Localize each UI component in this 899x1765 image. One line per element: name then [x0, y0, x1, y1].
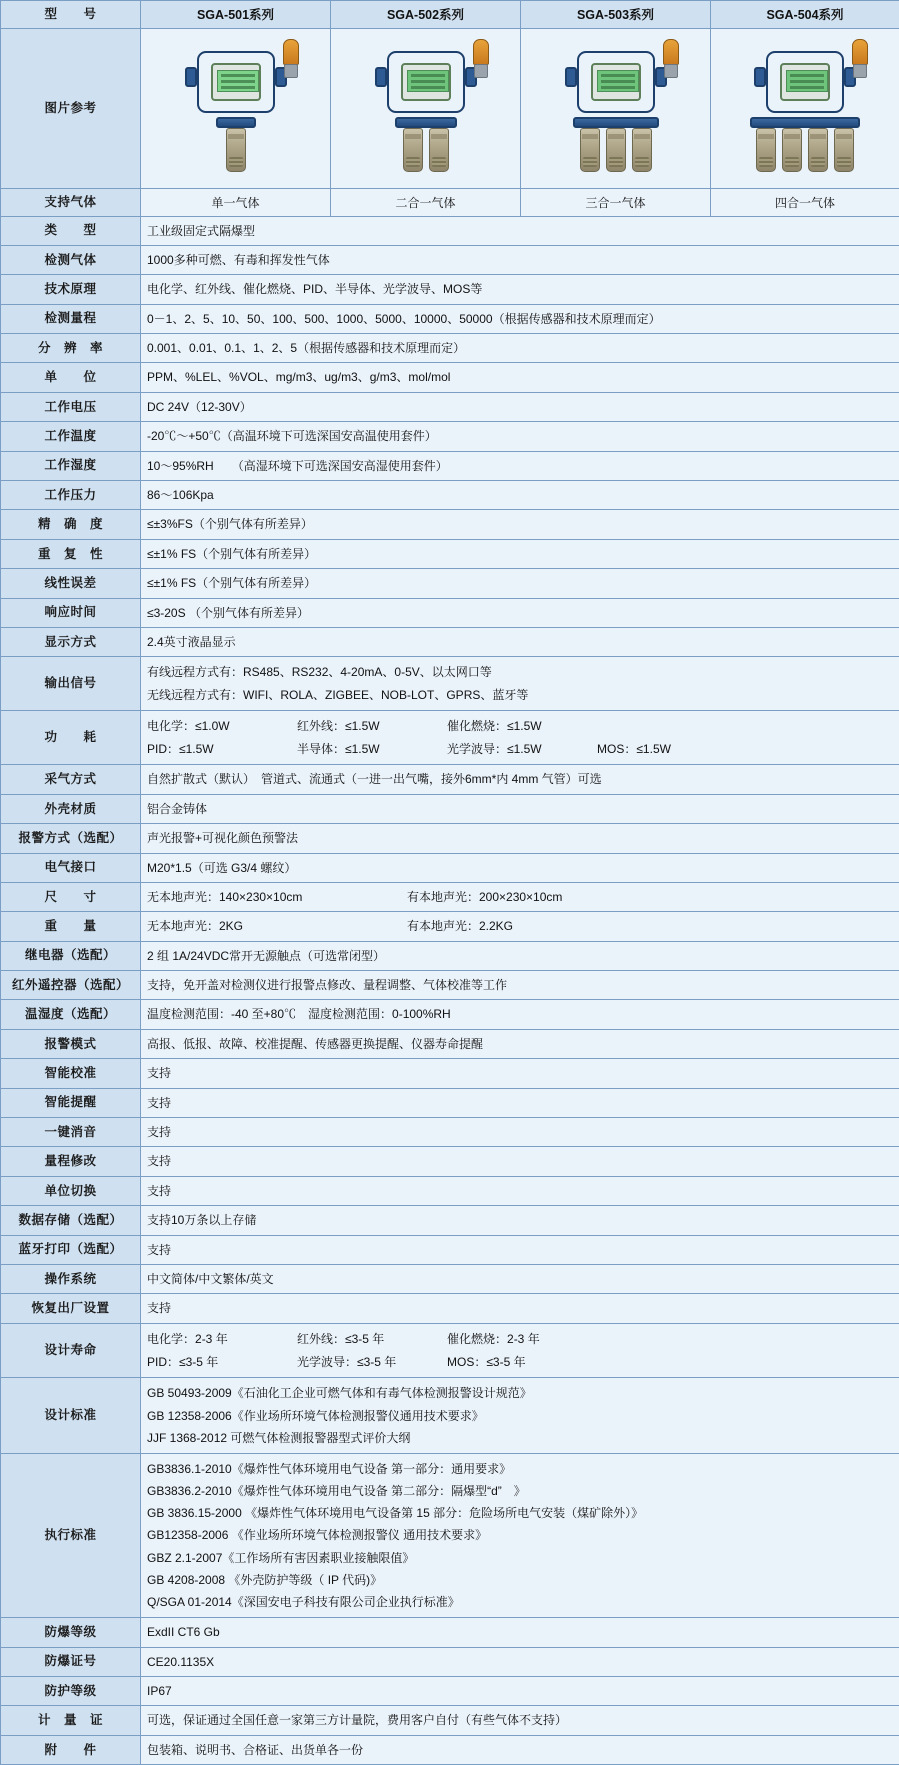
table-row-pressure: [1, 481, 899, 510]
row-value-metering-certificate: 可选，保证通过全国任意一家第三方计量院，费用客户自付（有些气体不支持）: [141, 1706, 899, 1735]
row-label-unit: 单 位: [1, 363, 141, 392]
power-name-catalytic: 催化燃烧：: [447, 719, 507, 733]
table-row-range: [1, 304, 899, 333]
table-row-alarm-method: [1, 824, 899, 853]
row-value-accessories: 包装箱、说明书、合格证、出货单各一份: [141, 1735, 899, 1764]
product-image-1: [141, 28, 331, 188]
power-value-electrochemical: ≤1.0W: [195, 719, 230, 733]
row-value-detect-gas: 1000多种可燃、有毒和挥发性气体: [141, 245, 899, 274]
table-row-ex-certificate: [1, 1647, 899, 1676]
power-name-optical-waveguide: 光学波导：: [447, 742, 507, 756]
table-row-response-time: [1, 598, 899, 627]
row-label-humidity: 工作湿度: [1, 451, 141, 480]
table-row-accuracy: [1, 510, 899, 539]
row-value-repeatability: ≤±1% FS（个别气体有所差异）: [141, 539, 899, 568]
row-value-voltage: DC 24V（12-30V）: [141, 392, 899, 421]
row-value-ir-remote: 支持，免开盖对检测仪进行报警点修改、量程调整、气体校准等工作: [141, 971, 899, 1000]
row-value-bluetooth-print: 支持: [141, 1235, 899, 1264]
row-label-bluetooth-print: 蓝牙打印（选配）: [1, 1235, 141, 1264]
row-value-ip-rating: IP67: [141, 1677, 899, 1706]
row-label-ex-rating: 防爆等级: [1, 1618, 141, 1647]
life-value-infrared: ≤3-5 年: [345, 1332, 384, 1346]
table-row-smart-calibration: [1, 1059, 899, 1088]
row-label-pressure: 工作压力: [1, 481, 141, 510]
row-value-one-key-mute: 支持: [141, 1118, 899, 1147]
design-standard-item: JJF 1368-2012 可燃气体检测报警器型式评价大纲: [147, 1427, 893, 1449]
row-value-unit-switch: 支持: [141, 1176, 899, 1205]
gas-support-2: 二合一气体: [331, 188, 521, 216]
execution-standard-item: GB 4208-2008 《外壳防护等级（ IP 代码)》: [147, 1569, 893, 1591]
design-life-line-2: [147, 1351, 893, 1374]
design-standard-item: GB 12358-2006《作业场所环境气体检测报警仪通用技术要求》: [147, 1405, 893, 1427]
row-label-power: 功 耗: [1, 710, 141, 765]
output-signal-wireless: 无线远程方式有：WIFI、ROLA、ZIGBEE、NOB-LOT、GPRS、蓝牙等: [147, 684, 893, 706]
row-value-electrical-interface: M20*1.5（可选 G3/4 螺纹）: [141, 853, 899, 882]
row-label-resolution: 分 辨 率: [1, 334, 141, 363]
row-label-ir-remote: 红外遥控器（选配）: [1, 971, 141, 1000]
table-row-unit-switch: [1, 1176, 899, 1205]
life-value-electrochemical: 2-3 年: [195, 1332, 228, 1346]
row-label-temp-humidity-option: 温湿度（选配）: [1, 1000, 141, 1029]
row-label-alarm-method: 报警方式（选配）: [1, 824, 141, 853]
row-value-design-life: [141, 1323, 899, 1378]
row-value-weight: [141, 912, 899, 941]
table-row-unit: [1, 363, 899, 392]
table-row-humidity: [1, 451, 899, 480]
row-value-unit: PPM、%LEL、%VOL、mg/m3、ug/m3、g/m3、mol/mol: [141, 363, 899, 392]
table-row-one-key-mute: [1, 1118, 899, 1147]
gas-detector-illustration-1: [161, 33, 311, 183]
row-value-data-storage: 支持10万条以上存储: [141, 1206, 899, 1235]
row-label-size: 尺 寸: [1, 882, 141, 911]
row-value-size: [141, 882, 899, 911]
row-value-ex-rating: ExdII CT6 Gb: [141, 1618, 899, 1647]
row-label-sampling: 采气方式: [1, 765, 141, 794]
row-label-accessories: 附 件: [1, 1735, 141, 1764]
power-value-semiconductor: ≤1.5W: [345, 742, 380, 756]
life-value-pid: ≤3-5 年: [179, 1355, 218, 1369]
table-row-os: [1, 1264, 899, 1293]
model-name-2: SGA-502系列: [331, 1, 521, 29]
design-life-line-1: [147, 1328, 893, 1351]
row-value-design-standard: [141, 1378, 899, 1454]
row-value-resolution: 0.001、0.01、0.1、1、2、5（根据传感器和技术原理而定）: [141, 334, 899, 363]
row-value-principle: 电化学、红外线、催化燃烧、PID、半导体、光学波导、MOS等: [141, 275, 899, 304]
row-label-accuracy: 精 确 度: [1, 510, 141, 539]
life-name-mos: MOS：: [447, 1355, 486, 1369]
row-label-range-modify: 量程修改: [1, 1147, 141, 1176]
row-label-ex-certificate: 防爆证号: [1, 1647, 141, 1676]
product-image-3: [521, 28, 711, 188]
table-row-metering-certificate: [1, 1706, 899, 1735]
gas-support-1: 单一气体: [141, 188, 331, 216]
row-label-voltage: 工作电压: [1, 392, 141, 421]
table-row-design-standard: [1, 1378, 899, 1454]
table-row-gas-support: [1, 188, 899, 216]
life-value-optical-waveguide: ≤3-5 年: [357, 1355, 396, 1369]
model-name-1: SGA-501系列: [141, 1, 331, 29]
row-value-sampling: 自然扩散式（默认） 管道式、流通式（一进一出气嘴，接外6mm*内 4mm 气管）可选: [141, 765, 899, 794]
row-value-display: 2.4英寸液晶显示: [141, 627, 899, 656]
product-image-2: [331, 28, 521, 188]
life-name-catalytic: 催化燃烧：: [447, 1332, 507, 1346]
power-name-mos: MOS：: [597, 742, 636, 756]
row-label-data-storage: 数据存储（选配）: [1, 1206, 141, 1235]
row-value-linearity: ≤±1% FS（个别气体有所差异）: [141, 569, 899, 598]
life-name-pid: PID：: [147, 1355, 179, 1369]
table-row-electrical-interface: [1, 853, 899, 882]
row-value-type: 工业级固定式隔爆型: [141, 216, 899, 245]
row-value-range-modify: 支持: [141, 1147, 899, 1176]
row-label-execution-standard: 执行标准: [1, 1453, 141, 1617]
row-label-ip-rating: 防护等级: [1, 1677, 141, 1706]
row-value-response-time: ≤3-20S （个别气体有所差异）: [141, 598, 899, 627]
table-row-repeatability: [1, 539, 899, 568]
table-row-size: [1, 882, 899, 911]
table-row-display: [1, 627, 899, 656]
row-value-os: 中文简体/中文繁体/英文: [141, 1264, 899, 1293]
table-row-power: [1, 710, 899, 765]
table-row-smart-reminder: [1, 1088, 899, 1117]
table-row-ex-rating: [1, 1618, 899, 1647]
table-row-bluetooth-print: [1, 1235, 899, 1264]
life-name-infrared: 红外线：: [297, 1332, 345, 1346]
execution-standard-item: Q/SGA 01-2014《深国安电子科技有限公司企业执行标准》: [147, 1591, 893, 1613]
row-label-display: 显示方式: [1, 627, 141, 656]
row-value-output-signal: [141, 657, 899, 710]
row-value-alarm-method: 声光报警+可视化颜色预警法: [141, 824, 899, 853]
row-label-relay: 继电器（选配）: [1, 941, 141, 970]
row-value-smart-reminder: 支持: [141, 1088, 899, 1117]
table-row-temperature: [1, 422, 899, 451]
row-value-power: [141, 710, 899, 765]
execution-standard-item: GB3836.2-2010《爆炸性气体环境用电气设备 第二部分：隔爆型“d” 》: [147, 1480, 893, 1502]
gas-support-3: 三合一气体: [521, 188, 711, 216]
row-label-range: 检测量程: [1, 304, 141, 333]
size-without-alarm: 无本地声光：140×230×10cm: [147, 887, 407, 907]
size-with-alarm: 有本地声光：200×230×10cm: [407, 887, 562, 907]
row-label-housing-material: 外壳材质: [1, 794, 141, 823]
output-signal-wired: 有线远程方式有：RS485、RS232、4-20mA、0-5V、以太网口等: [147, 661, 893, 683]
table-row-ir-remote: [1, 971, 899, 1000]
table-row-detect-gas: [1, 245, 899, 274]
life-value-mos: ≤3-5 年: [486, 1355, 525, 1369]
row-value-execution-standard: [141, 1453, 899, 1617]
power-line-2: [147, 738, 893, 761]
table-row-resolution: [1, 334, 899, 363]
row-value-range: 0－1、2、5、10、50、100、500、1000、5000、10000、50000（根据传感器和技术原理而定）: [141, 304, 899, 333]
row-label-linearity: 线性误差: [1, 569, 141, 598]
power-name-pid: PID：: [147, 742, 179, 756]
row-value-relay: 2 组 1A/24VDC常开无源触点（可选常闭型）: [141, 941, 899, 970]
row-label-factory-reset: 恢复出厂设置: [1, 1294, 141, 1323]
row-value-humidity: 10～95%RH （高湿环境下可选深国安高湿使用套件）: [141, 451, 899, 480]
row-label-metering-certificate: 计 量 证: [1, 1706, 141, 1735]
row-label-gas-support: 支持气体: [1, 188, 141, 216]
row-label-response-time: 响应时间: [1, 598, 141, 627]
table-row-execution-standard: [1, 1453, 899, 1617]
table-row-factory-reset: [1, 1294, 899, 1323]
row-label-output-signal: 输出信号: [1, 657, 141, 710]
table-row-temp-humidity-option: [1, 1000, 899, 1029]
table-row-accessories: [1, 1735, 899, 1764]
power-value-pid: ≤1.5W: [179, 742, 214, 756]
row-label-electrical-interface: 电气接口: [1, 853, 141, 882]
power-line-1: [147, 715, 893, 738]
row-label-alarm-mode: 报警模式: [1, 1029, 141, 1058]
power-name-infrared: 红外线：: [297, 719, 345, 733]
row-value-temperature: -20℃～+50℃（高温环境下可选深国安高温使用套件）: [141, 422, 899, 451]
gas-detector-illustration-3: [541, 33, 691, 183]
execution-standard-item: GB 3836.15-2000 《爆炸性气体环境用电气设备第 15 部分：危险场所电气安装（煤矿除外）》: [147, 1502, 893, 1524]
product-image-4: [711, 28, 899, 188]
power-value-infrared: ≤1.5W: [345, 719, 380, 733]
table-row-weight: [1, 912, 899, 941]
row-label-detect-gas: 检测气体: [1, 245, 141, 274]
row-value-alarm-mode: 高报、低报、故障、校准提醒、传感器更换提醒、仪器寿命提醒: [141, 1029, 899, 1058]
row-value-pressure: 86～106Kpa: [141, 481, 899, 510]
life-name-optical-waveguide: 光学波导：: [297, 1355, 357, 1369]
table-row-output-signal: [1, 657, 899, 710]
table-row-data-storage: [1, 1206, 899, 1235]
row-value-housing-material: 铝合金铸体: [141, 794, 899, 823]
gas-support-4: 四合一气体: [711, 188, 899, 216]
weight-without-alarm: 无本地声光：2KG: [147, 916, 407, 936]
execution-standard-item: GB3836.1-2010《爆炸性气体环境用电气设备 第一部分：通用要求》: [147, 1458, 893, 1480]
row-label-unit-switch: 单位切换: [1, 1176, 141, 1205]
power-name-electrochemical: 电化学：: [147, 719, 195, 733]
table-row-alarm-mode: [1, 1029, 899, 1058]
model-name-4: SGA-504系列: [711, 1, 899, 29]
row-label-temperature: 工作温度: [1, 422, 141, 451]
row-value-temp-humidity-option: 温度检测范围：-40 至+80℃ 湿度检测范围：0-100%RH: [141, 1000, 899, 1029]
row-value-factory-reset: 支持: [141, 1294, 899, 1323]
table-row-type: [1, 216, 899, 245]
row-label-os: 操作系统: [1, 1264, 141, 1293]
execution-standard-item: GB12358-2006 《作业场所环境气体检测报警仪 通用技术要求》: [147, 1524, 893, 1546]
table-row-principle: [1, 275, 899, 304]
row-label-one-key-mute: 一键消音: [1, 1118, 141, 1147]
row-label-weight: 重 量: [1, 912, 141, 941]
row-label-repeatability: 重 复 性: [1, 539, 141, 568]
table-row-design-life: [1, 1323, 899, 1378]
row-label-smart-reminder: 智能提醒: [1, 1088, 141, 1117]
row-label-images: 图片参考: [1, 28, 141, 188]
table-row-relay: [1, 941, 899, 970]
table-row-range-modify: [1, 1147, 899, 1176]
table-row-model: [1, 1, 899, 29]
gas-detector-illustration-2: [351, 33, 501, 183]
row-value-accuracy: ≤±3%FS（个别气体有所差异）: [141, 510, 899, 539]
row-label-model: 型 号: [1, 1, 141, 29]
row-value-smart-calibration: 支持: [141, 1059, 899, 1088]
model-name-3: SGA-503系列: [521, 1, 711, 29]
row-label-design-life: 设计寿命: [1, 1323, 141, 1378]
weight-with-alarm: 有本地声光：2.2KG: [407, 916, 513, 936]
life-name-electrochemical: 电化学：: [147, 1332, 195, 1346]
execution-standard-item: GBZ 2.1-2007《工作场所有害因素职业接触限值》: [147, 1547, 893, 1569]
table-row-voltage: [1, 392, 899, 421]
table-row-ip-rating: [1, 1677, 899, 1706]
row-label-type: 类 型: [1, 216, 141, 245]
power-name-semiconductor: 半导体：: [297, 742, 345, 756]
design-standard-item: GB 50493-2009《石油化工企业可燃气体和有毒气体检测报警设计规范》: [147, 1382, 893, 1404]
power-value-mos: ≤1.5W: [636, 742, 671, 756]
row-label-smart-calibration: 智能校准: [1, 1059, 141, 1088]
gas-detector-illustration-4: [730, 33, 880, 183]
table-row-housing-material: [1, 794, 899, 823]
row-label-design-standard: 设计标准: [1, 1378, 141, 1454]
table-row-linearity: [1, 569, 899, 598]
table-row-images: [1, 28, 899, 188]
row-value-ex-certificate: CE20.1135X: [141, 1647, 899, 1676]
power-value-catalytic: ≤1.5W: [507, 719, 542, 733]
row-label-principle: 技术原理: [1, 275, 141, 304]
power-value-optical-waveguide: ≤1.5W: [507, 742, 542, 756]
table-row-sampling: [1, 765, 899, 794]
life-value-catalytic: 2-3 年: [507, 1332, 540, 1346]
